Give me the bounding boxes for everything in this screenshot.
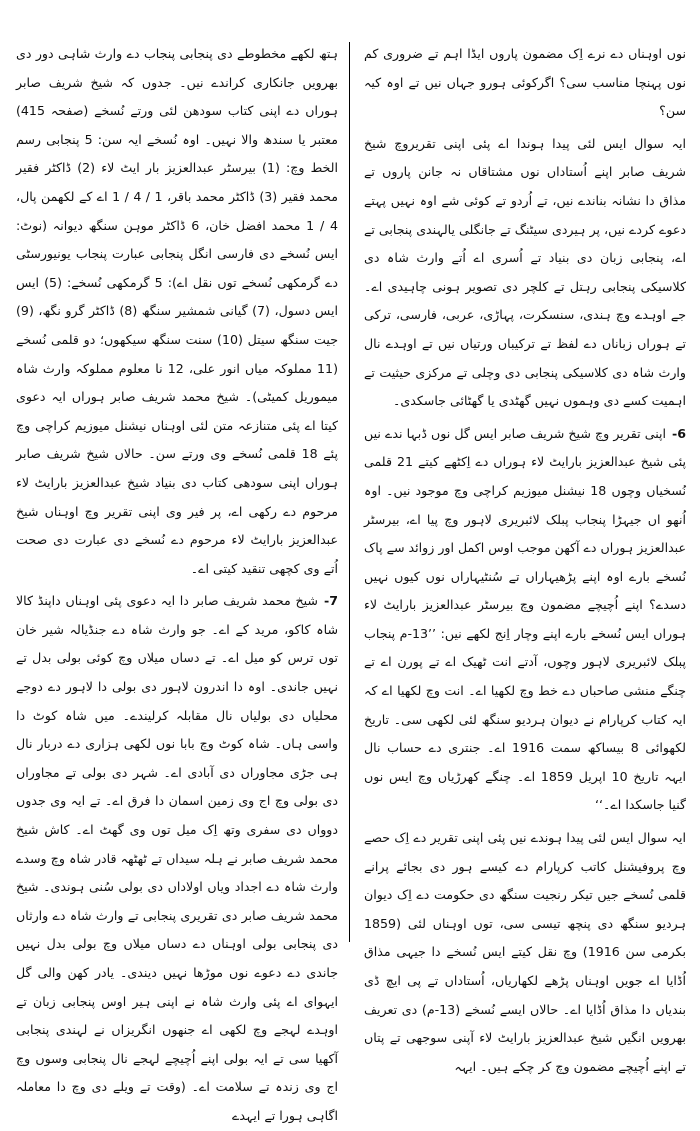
left-text-column bbox=[16, 40, 339, 1123]
column-divider bbox=[349, 42, 350, 942]
paragraph-number: 7- bbox=[324, 593, 338, 609]
numbered-paragraph: 6-اپنی تقریر وچ شیخ شریف صابر ایس گل نوں ڈبہا ندے نیں پئی شیخ عبدالعزیز بارایٹ لاء ہوراں دے اِکٹھے کیتے 21 قلمی نُسخیاں وچوں 18 نیشنل میوزیم کراچی وچ موجود نیں۔ اوہ اُنھو اں جیہڑا پنجاب پبلک لائبریری لاہور وچ پیا اے، بیرسٹر عبدالعزیز ہوراں دے آکھن موجب اوس اکمل اور زوائد سے پاک نُسخے بارے اوہ اپنے پڑھیہاراں تے سُنٹیہاراں نوں کیوں نہیں دسدے؟ اپنے اُچیچے مضمون وچ بیرسٹر عبدالعزیز بارایٹ لاء ہوراں ایس نُسخے بارے اپنے وچار اِنج لکھے نیں: ’’13-م پنجاب پبلک لائبریری لاہور وچوں، آدتے انت ٹھیک اے تے پورن اے تے چنگے منشی صاحباں دے خط وچ لکھیا اے۔ انت وچ لکھیا اے کہ ایہ کتاب کرپارام نے دیوان ہردیو سنگھ لئی لکھی سی۔ تاریخ لکھوائی 8 بیساکھ سمت 1916 اے۔ جنتری دے حساب نال ایہہ تاریخ 10 اپریل 1859 اے۔ چنگے کھرڑیاں وچ ایس نوں گنیا جاسکدا اے۔‘‘ bbox=[363, 425, 687, 813]
paragraph-number: 6- bbox=[672, 425, 686, 441]
paragraph: ایہ سوال ایس لئی پیدا ہوندا اے پئی اپنی تقریروچ شیخ شریف صابر اپنے اُستاداں نوں مشتاقاں نہ جانن پاروں تے مذاق دا نشانہ بناندے نیں، تے اُردو تے کوئی شے اوہ نہیں پہتے دعوے کردے نیں، پر ہیردی سیٹنگ تے جانگلی یالہندی پنجابی تے اے، پنجابی زبان دی بنیاد تے اُسری اے اُتے وارث شاہ دی کلاسیکی پنجابی رہتل تے کلچر دی تصویر ہونی چاہیدی اے۔ جے اوہدے وچ ہندی، سنسکرت، پہاڑی، عربی، فارسی، ترکی تے ہوراں زباناں دے لفظ تے ترکیباں ورتیاں نیں تے اوہدے نال وارث شاہ دی کلاسیکی پنجابی دی وچلی تے مرکزی حیثیت تے اہمیت کسے دی وہموں نہیں گھٹدی یا گھٹائی جاسکدی۔ bbox=[364, 135, 686, 409]
right-text-column bbox=[363, 40, 687, 1074]
paragraph: ہتھ لکھے مخطوطے دی پنجابی پنجاب دے وارث شاہی دور دی بھرویں جانکاری کراندے نیں۔ جدوں کہ شیخ شریف صابر ہوراں دے اپنی کتاب سودھن لئی ورتے نُسخے (صفحہ 415) معتبر یا سندھ والا نہیں۔ اوہ نُسخے ایہ سن: 5 پنجابی رسم الخط وچ: (1) بیرسٹر عبدالعزیز بار ایٹ لاء (2) ڈاکٹر فقیر محمد فقیر (3) ڈاکٹر محمد باقر، 1 / 4 / 1 اے کے لکھمن پال، 4 / 1 محمد افضل خان، 6 ڈاکٹر موہن سنگھ دیوانہ (نوٹ: ایس نُسخے دی فارسی انگل پنجابی عبارت پنجاب یونیورسٹی دے گرمکھی نُسخے توں نقل اے): 5 گرمکھی نُسخے: (5) ایس ایس دسول، (7) گیانی شمشیر سنگھ (8) ڈاکٹر گرو نگھ، (9) جیت سنگھ سیتل (10) سنت سنگھ سیکھوں؛ دو قلمی نُسخے (11 مملوکہ میاں انور علی، 12 نا معلوم مملوکہ وارث شاہ میموریل کمیٹی)۔ شیخ محمد شریف صابر ہوراں ایہ دعوی کیتا اے پئی متنازعہ متن لئی اوہناں نیشنل میوزیم کراچی وچ پئے 18 قلمی نُسخے وی ورتے سن۔ حالاں شیخ شریف صابر ہوراں اپنی سودھی کتاب دی بنیاد شیخ عبدالعزیز بارایٹ لاء مرحوم دے رکھی اے، پر فیر وی اپنی تقریر وچ اوہناں شیخ عبدالعزیز بارایٹ لاء مرحوم دے نُسخے دی عبارت دی صحت اُتے وی کچھی تنقید کیتی اے۔ bbox=[16, 46, 339, 576]
paragraph: ایہ سوال ایس لئی پیدا ہوندے نیں پئی اپنی تقریر دے اِک حصے وچ پروفیشنل کاتب کرپارام دے کیسے ہور دی بجائے پرانے قلمی نُسخے جیں تیکر رنجیت سنگھ دی حکومت دے اِک دیوان ہردیو سنگھ دی پنچھ تیسی سی، توں اوہناں لئی (1859 بکرمی سن 1916) وچ نقل کیتے ایس نُسخے دا جیہی مذاق اُڈایا اے جویں اوہناں پڑھے لکھاریاں، اُستاداں تے پی ایچ ڈی بندیاں دا مذاق اُڈایا اے۔ حالاں ایسے نُسخے (13-م) دی تعریف بھرویں انگیں شیخ عبدالعزیز بارایٹ لاء آپنی سوجھی تے پتاں تے اپنے اُچیچے مضمون وچ کر چکے ہیں۔ ایہہ bbox=[364, 830, 686, 1074]
paragraph: نوں اوہناں دے نرے اِک مضمون پاروں ایڈا اہم تے ضروری کم نوں پہنچا مناسب سی؟ اگرکوئی ہورو جہاں نیں تے اوہ کیہ سن؟ bbox=[364, 46, 686, 119]
numbered-paragraph: 7-شیخ محمد شریف صابر دا ایہ دعوی پئی اوہناں داپنڈ کالا شاہ کاکو، مرید کے اے۔ جو وارث شاہ دے جنڈیالہ شیر خان توں ترس کو میل اے۔ تے دساں میلاں وچ کوئی بولی بدل تے نہیں جاندی۔ اوہ دا اندرون لاہور دی بولی دا لاہور دے دوجے محلیاں دی بولیاں نال مقابلہ کرلیندے۔ میں شاہ کوٹ دا واسی ہاں۔ شاہ کوٹ وچ بابا نوں لکھی ہزاری دے دربار نال ہی جڑی مجاوراں دی آبادی اے۔ شہر دی بولی تے مجاوراں دی بولی وچ اج وی زمین اسمان دا فرق اے۔ تے ایہ وی جدوں دوواں دی سفری وتھ اِک میل توں وی گھٹ اے۔ کاش شیخ محمد شریف صابر نے ہلہ سیداں تے ٹھٹھہ قادر شاہ وچ وسدے وارث شاہ دے اجداد ویاں اولاداں دی بولی سُنی ہوندی۔ شیخ محمد شریف صابر دی تقریری پنجابی تے وارث شاہ دے وارثاں دی پنجابی بولی اوہناں دے دساں میلاں وچ بولی بدل نہیں جاندی دے دعوے نوں موڑھا نہیں دیندی۔ یادر کھن والی گل ایہوای اے پئی وارث شاہ نے اپنی ہیر اوس پنجابی زبان تے اوہدے لہجے وچ لکھی اے جنھوں انگریزاں نے لہندی پنجابی آکھیا سی تے ایہ بولی اپنے اُچیچے لہجے نال پنجابی وسوں وچ اج وی زندہ تے سلامت اے۔ (وقت تے ویلے دی وچ دا معاملہ اگاہی ہورا تے ایہدے bbox=[16, 593, 338, 1123]
